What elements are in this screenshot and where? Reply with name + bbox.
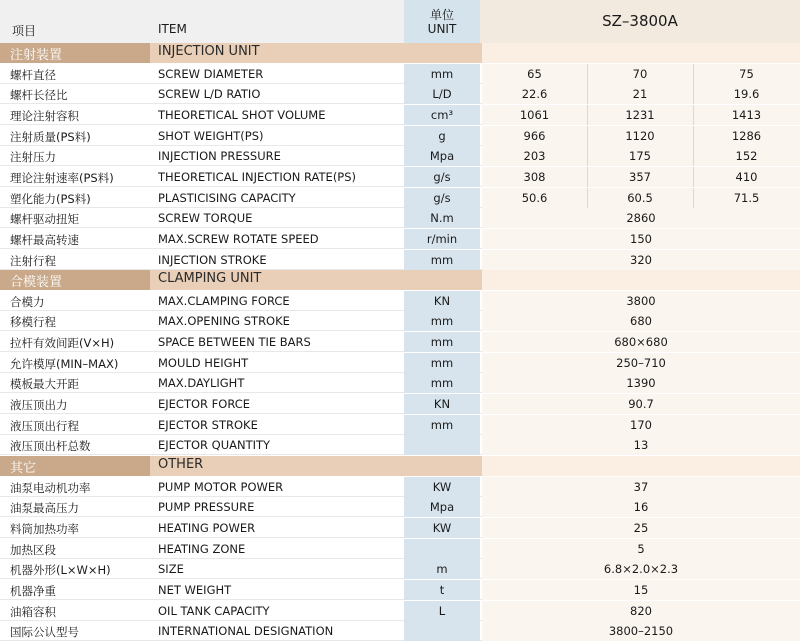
table-row — [0, 497, 800, 517]
row-value: 21 — [632, 87, 648, 102]
unit-cell — [404, 477, 480, 497]
row-value: 152 — [735, 149, 758, 164]
row-unit: mm — [430, 314, 454, 329]
row-value: 203 — [523, 149, 546, 164]
row-unit: KW — [432, 479, 452, 494]
unit-cell — [404, 497, 480, 517]
value-cell — [482, 518, 800, 538]
section-cn-cell — [0, 456, 150, 476]
section-title-cn: 注射装置 — [10, 48, 63, 63]
row-value: 3800–2150 — [608, 624, 674, 639]
value-cell — [482, 126, 800, 146]
header-model-cell — [480, 0, 800, 43]
section-title-en: OTHER — [158, 457, 204, 472]
row-label-en: EJECTOR QUANTITY — [158, 438, 271, 453]
unit-cell — [404, 559, 480, 579]
row-label-cn: 理论注射速率(PS料) — [10, 170, 114, 185]
value-cell — [482, 146, 800, 166]
row-label-en: NET WEIGHT — [158, 582, 232, 597]
row-label-en: SCREW TORQUE — [158, 211, 253, 226]
row-label-en: MAX.DAYLIGHT — [158, 376, 245, 391]
row-label-cn: 液压顶出杆总数 — [10, 439, 91, 454]
row-value: 13 — [633, 438, 649, 453]
row-label-en: SHOT WEIGHT(PS) — [158, 128, 264, 143]
value-cell — [482, 539, 800, 559]
row-unit: mm — [430, 66, 454, 81]
table-row — [0, 188, 800, 208]
row-value: 820 — [630, 603, 652, 618]
section-title-cn: 其它 — [10, 461, 37, 476]
value-cell — [482, 291, 800, 311]
section-en-cell — [150, 43, 482, 63]
value-cell — [482, 601, 800, 621]
row-label-en: THEORETICAL INJECTION RATE(PS) — [158, 169, 357, 184]
value-cell — [482, 105, 800, 125]
row-label-en: THEORETICAL SHOT VOLUME — [158, 107, 326, 122]
unit-cell — [404, 64, 480, 84]
row-label-cn: 油泵最高压力 — [10, 501, 79, 516]
row-label-cn: 螺杆驱动扭矩 — [10, 212, 79, 227]
table-row — [0, 167, 800, 187]
row-value: 3800 — [626, 293, 656, 308]
header-unit-cell — [404, 0, 480, 43]
value-cell — [482, 353, 800, 373]
row-label-cn: 模板最大开距 — [10, 377, 79, 392]
row-unit: t — [439, 582, 445, 597]
row-value: 680 — [630, 314, 652, 329]
row-value: 357 — [629, 169, 651, 184]
table-row — [0, 311, 800, 331]
table-row — [0, 477, 800, 497]
row-unit: r/min — [426, 231, 458, 246]
row-value: 50.6 — [521, 190, 548, 205]
row-label-cn: 螺杆最高转速 — [10, 232, 79, 247]
table-row — [0, 539, 800, 559]
header-item-en-cell — [150, 0, 404, 43]
row-unit: mm — [430, 252, 454, 267]
table-row — [0, 559, 800, 579]
row-label-en: PUMP MOTOR POWER — [158, 479, 284, 494]
unit-cell — [404, 167, 480, 187]
section-header — [0, 456, 800, 476]
table-row — [0, 126, 800, 146]
row-value: 1286 — [731, 128, 762, 143]
value-cell — [482, 229, 800, 249]
unit-cell — [404, 621, 480, 641]
section-en-cell — [150, 456, 482, 476]
section-header — [0, 43, 800, 63]
value-cell — [482, 477, 800, 497]
row-value: 15 — [633, 582, 649, 597]
table-header — [0, 0, 800, 43]
value-cell — [482, 64, 800, 84]
section-en-cell — [150, 270, 482, 290]
header-item-cn: 项目 — [12, 24, 37, 38]
unit-cell — [404, 394, 480, 414]
unit-cell — [404, 415, 480, 435]
row-label-cn: 注射质量(PS料) — [10, 129, 91, 144]
row-unit: cm³ — [430, 107, 454, 122]
value-cell — [482, 621, 800, 641]
value-cell — [482, 580, 800, 600]
table-row — [0, 229, 800, 249]
row-value: 1120 — [625, 128, 655, 143]
value-cell — [482, 311, 800, 331]
row-label-cn: 油箱容积 — [10, 604, 56, 619]
unit-cell — [404, 229, 480, 249]
table-row — [0, 415, 800, 435]
table-row — [0, 373, 800, 393]
row-value: 16 — [633, 500, 649, 515]
row-unit: mm — [430, 376, 454, 391]
row-label-cn: 油泵电动机功率 — [10, 480, 91, 495]
row-value: 1413 — [731, 107, 762, 122]
row-unit: g/s — [433, 169, 451, 184]
row-label-en: SIZE — [158, 562, 184, 577]
row-label-cn: 注射压力 — [10, 150, 56, 165]
value-cell — [482, 167, 800, 187]
row-label-cn: 塑化能力(PS料) — [10, 191, 91, 206]
row-unit: mm — [430, 355, 454, 370]
row-value: 175 — [629, 149, 651, 164]
table-row — [0, 146, 800, 166]
row-unit: KW — [432, 520, 452, 535]
table-row — [0, 291, 800, 311]
row-label-cn: 螺杆直径 — [10, 67, 56, 82]
header-model: SZ–3800A — [602, 12, 678, 30]
row-unit: mm — [430, 417, 454, 432]
row-unit: g/s — [433, 190, 451, 205]
table-row — [0, 208, 800, 228]
row-value: 2860 — [626, 211, 656, 226]
section-title-cn: 合模装置 — [10, 275, 63, 291]
header-item-en: ITEM — [158, 22, 187, 36]
row-label-en: MAX.CLAMPING FORCE — [158, 293, 290, 308]
value-cell — [482, 250, 800, 270]
section-header — [0, 270, 800, 290]
row-label-en: MAX.OPENING STROKE — [158, 314, 290, 329]
header-unit-cn: 单位 — [429, 8, 454, 22]
unit-cell — [404, 208, 480, 228]
table-row — [0, 84, 800, 104]
value-cell — [482, 373, 800, 393]
row-value: 71.5 — [733, 190, 760, 205]
table-row — [0, 394, 800, 414]
row-label-en: SPACE BETWEEN TIE BARS — [158, 335, 311, 350]
row-value: 6.8×2.0×2.3 — [603, 562, 679, 577]
row-label-cn: 机器外形(L×W×H) — [10, 563, 111, 578]
row-value: 1061 — [519, 107, 550, 122]
row-value: 90.7 — [628, 397, 654, 412]
section-fill-cell — [482, 456, 800, 476]
row-label-en: MOULD HEIGHT — [158, 355, 249, 370]
row-label-cn: 螺杆长径比 — [10, 88, 68, 103]
row-value: 22.6 — [521, 87, 548, 102]
unit-cell — [404, 373, 480, 393]
section-cn-cell — [0, 43, 150, 63]
row-label-en: PLASTICISING CAPACITY — [158, 190, 296, 205]
value-cell — [482, 208, 800, 228]
row-label-cn: 液压顶出力 — [10, 398, 68, 413]
unit-cell — [404, 126, 480, 146]
unit-cell — [404, 84, 480, 104]
unit-cell — [404, 435, 480, 455]
table-row — [0, 580, 800, 600]
unit-cell — [404, 146, 480, 166]
header-item-cn-cell — [0, 0, 150, 43]
unit-cell — [404, 580, 480, 600]
row-label-en: SCREW DIAMETER — [158, 66, 264, 81]
row-label-en: INTERNATIONAL DESIGNATION — [158, 624, 334, 639]
table-row — [0, 353, 800, 373]
row-value: 150 — [630, 231, 652, 246]
row-unit: g — [438, 128, 446, 143]
row-unit: m — [436, 562, 448, 577]
row-value: 60.5 — [627, 190, 653, 205]
row-label-cn: 注射行程 — [10, 253, 56, 268]
section-cn-cell — [0, 270, 150, 290]
row-unit: KN — [433, 293, 451, 308]
row-value: 320 — [630, 252, 652, 267]
row-label-en: MAX.SCREW ROTATE SPEED — [158, 231, 319, 246]
row-value: 65 — [527, 66, 542, 81]
value-cell — [482, 84, 800, 104]
table-row — [0, 518, 800, 538]
row-value: 1390 — [626, 376, 656, 391]
row-value: 37 — [633, 479, 649, 494]
row-unit: L — [438, 603, 446, 618]
unit-cell — [404, 105, 480, 125]
row-label-cn: 移模行程 — [10, 315, 56, 330]
value-cell — [482, 559, 800, 579]
row-unit: Mpa — [429, 149, 455, 164]
row-label-en: INJECTION PRESSURE — [158, 149, 281, 164]
row-label-en: HEATING POWER — [158, 520, 256, 535]
header-unit-en: UNIT — [427, 22, 457, 36]
row-unit: mm — [430, 335, 454, 350]
value-cell — [482, 332, 800, 352]
row-value: 25 — [633, 520, 649, 535]
row-unit: N.m — [430, 211, 454, 226]
row-value: 250–710 — [616, 355, 666, 370]
unit-cell — [404, 353, 480, 373]
row-value: 410 — [735, 169, 758, 184]
row-unit: Mpa — [429, 500, 455, 515]
table-row — [0, 332, 800, 352]
table-row — [0, 601, 800, 621]
unit-cell — [404, 311, 480, 331]
section-fill-cell — [482, 270, 800, 290]
row-value: 966 — [523, 128, 546, 143]
row-label-cn: 拉杆有效间距(V×H) — [10, 336, 115, 351]
row-label-en: SCREW L/D RATIO — [158, 87, 261, 102]
unit-cell — [404, 250, 480, 270]
row-label-cn: 国际公认型号 — [10, 625, 79, 640]
row-label-cn: 合模力 — [10, 294, 45, 309]
row-label-en: OIL TANK CAPACITY — [158, 603, 270, 618]
value-cell — [482, 497, 800, 517]
table-row — [0, 435, 800, 455]
value-cell — [482, 435, 800, 455]
section-title-en: CLAMPING UNIT — [158, 271, 262, 287]
row-value: 1231 — [625, 107, 655, 122]
row-value: 19.6 — [733, 87, 760, 102]
unit-cell — [404, 539, 480, 559]
row-label-en: EJECTOR STROKE — [158, 417, 258, 432]
table-row — [0, 250, 800, 270]
unit-cell — [404, 601, 480, 621]
section-fill-cell — [482, 43, 800, 63]
row-label-cn: 机器净重 — [10, 583, 56, 598]
row-value: 5 — [637, 541, 645, 556]
row-value: 308 — [523, 169, 546, 184]
unit-cell — [404, 188, 480, 208]
row-label-cn: 允许模厚(MIN–MAX) — [10, 356, 119, 371]
section-title-en: INJECTION UNIT — [158, 44, 260, 59]
row-value: 170 — [630, 417, 652, 432]
row-label-cn: 液压顶出行程 — [10, 418, 79, 433]
value-cell — [482, 188, 800, 208]
row-unit: L/D — [432, 87, 452, 102]
table-row — [0, 105, 800, 125]
row-label-cn: 料筒加热功率 — [10, 521, 79, 536]
row-unit: KN — [433, 397, 451, 412]
row-label-en: HEATING ZONE — [158, 541, 246, 556]
row-label-cn: 理论注射容积 — [10, 108, 79, 123]
unit-cell — [404, 291, 480, 311]
row-value: 75 — [739, 66, 754, 81]
value-cell — [482, 394, 800, 414]
table-row — [0, 621, 800, 641]
table-row — [0, 64, 800, 84]
row-label-cn: 加热区段 — [10, 542, 56, 557]
row-value: 680×680 — [614, 335, 668, 350]
row-label-en: INJECTION STROKE — [158, 252, 267, 267]
value-cell — [482, 415, 800, 435]
row-value: 70 — [632, 66, 648, 81]
unit-cell — [404, 332, 480, 352]
row-label-en: EJECTOR FORCE — [158, 397, 251, 412]
unit-cell — [404, 518, 480, 538]
row-label-en: PUMP PRESSURE — [158, 500, 255, 515]
